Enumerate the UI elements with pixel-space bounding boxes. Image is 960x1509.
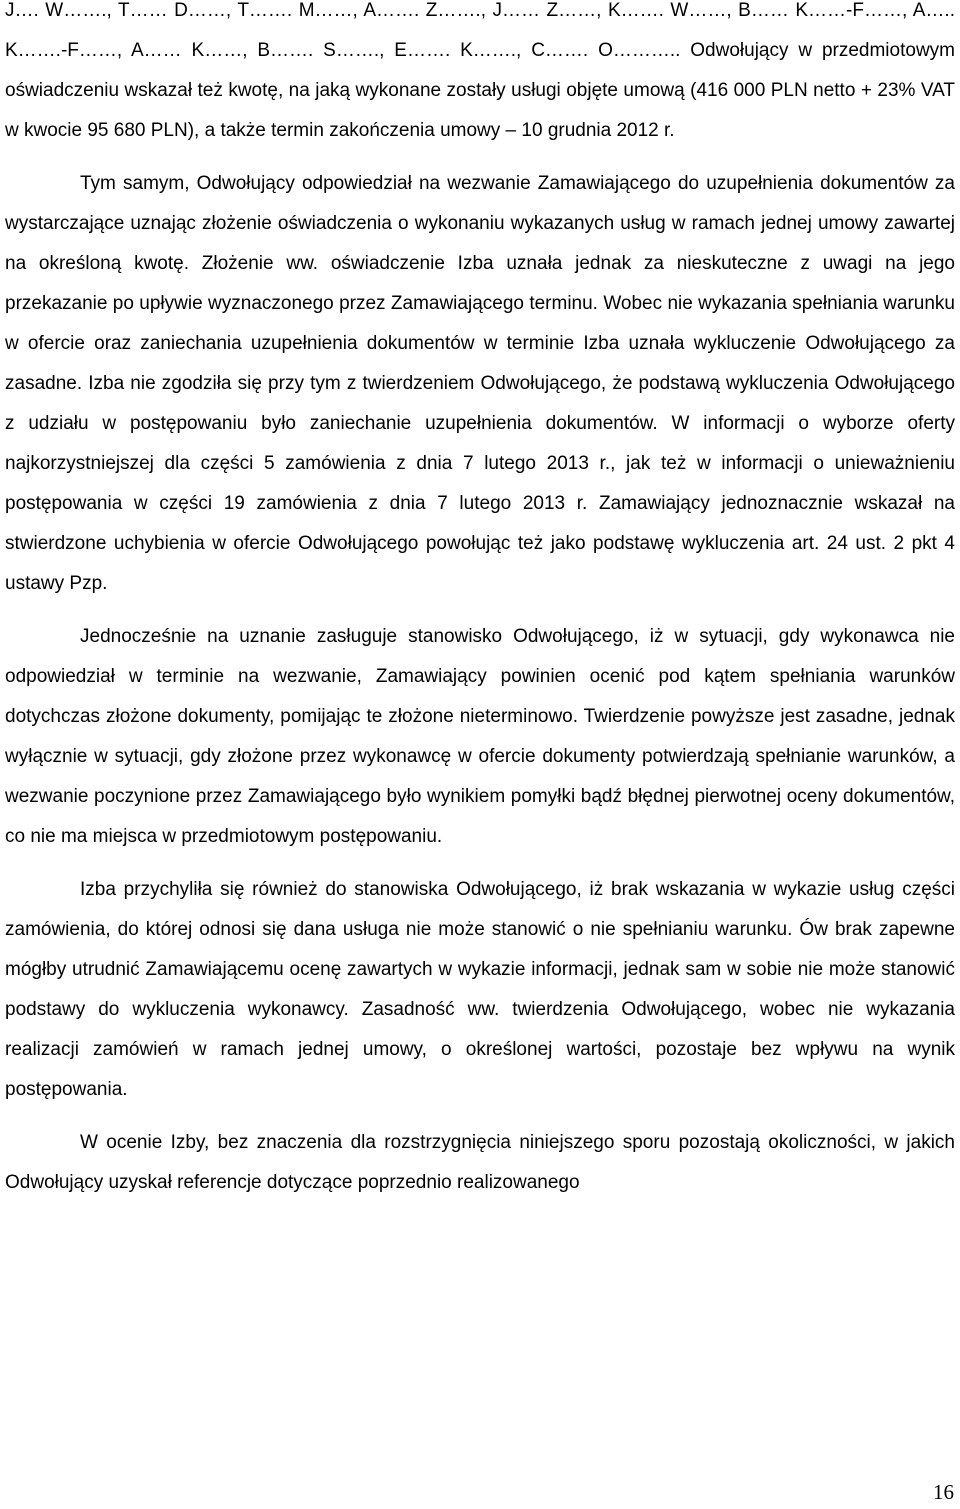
document-page <box>5 0 955 1203</box>
paragraph-continuation: J…. W……., T…… D……, T……. M……, A……. Z……., J…… Z……, K……. W……, B…… K……-F……, A….. K…….-F……, A…… K……, B……. S……., E……. K……., C……. O……….. Odwołujący w przedmiotowym oświadczeniu wskazał też kwotę, na jaką wykonane zostały usługi objęte umową (416 000 PLN netto + 23% VAT w kwocie 95 680 PLN), a także termin zakończenia umowy – 10 grudnia 2012 r. <box>5 0 955 141</box>
paragraph-chamber-opinion: W ocenie Izby, bez znaczenia dla rozstrzygnięcia niniejszego sporu pozostają okoliczności, w jakich Odwołujący uzyskał referencje dotyczące poprzednio realizowanego <box>5 1132 955 1193</box>
page-number: 16 <box>933 1480 954 1504</box>
paragraph-response-assessment: Tym samym, Odwołujący odpowiedział na wezwanie Zamawiającego do uzupełnienia dokumentów za wystarczające uznając złożenie oświadczenia o wykonaniu wykazanych usług w ramach jednej umowy zawartej na określoną kwotę. Złożenie ww. oświadczenie Izba uznała jednak za nieskuteczne z uwagi na jego przekazanie po upływie wyznaczonego przez Zamawiającego terminu. Wobec nie wykazania spełniania warunku w ofercie oraz zaniechania uzupełnienia dokumentów w terminie Izba uznała wykluczenie Odwołującego za zasadne. Izba nie zgodziła się przy tym z twierdzeniem Odwołującego, że podstawą wykluczenia Odwołującego z udziału w postępowaniu było zaniechanie uzupełnienia dokumentów. W informacji o wyborze oferty najkorzystniejszej dla części 5 zamówienia z dnia 7 lutego 2013 r., jak też w informacji o unieważnieniu postępowania w części 19 zamówienia z dnia 7 lutego 2013 r. Zamawiający jednoznacznie wskazał na stwierdzone uchybienia w ofercie Odwołującego powołując też jako podstawę wykluczenia art. 24 ust. 2 pkt 4 ustawy Pzp. <box>5 173 955 594</box>
paragraph-services-list: Izba przychyliła się również do stanowiska Odwołującego, iż brak wskazania w wykazie usług części zamówienia, do której odnosi się dana usługa nie może stanowić o nie spełnianiu warunku. Ów brak zapewne mógłby utrudnić Zamawiającemu ocenę zawartych w wykazie informacji, jednak sam w sobie nie może stanowić podstawy do wykluczenia wykonawcy. Zasadność ww. twierdzenia Odwołującego, wobec nie wykazania realizacji zamówień w ramach jednej umowy, o określonej wartości, pozostaje bez wpływu na wynik postępowania. <box>5 879 955 1100</box>
paragraph-appellant-position: Jednocześnie na uznanie zasługuje stanowisko Odwołującego, iż w sytuacji, gdy wykonawca nie odpowiedział w terminie na wezwanie, Zamawiający powinien ocenić pod kątem spełniania warunków dotychczas złożone dokumenty, pomijając te złożone nieterminowo. Twierdzenie powyższe jest zasadne, jednak wyłącznie w sytuacji, gdy złożone przez wykonawcę w ofercie dokumenty potwierdzają spełnianie warunków, a wezwanie poczynione przez Zamawiającego było wynikiem pomyłki bądź błędnej pierwotnej oceny dokumentów, co nie ma miejsca w przedmiotowym postępowaniu. <box>5 626 955 847</box>
